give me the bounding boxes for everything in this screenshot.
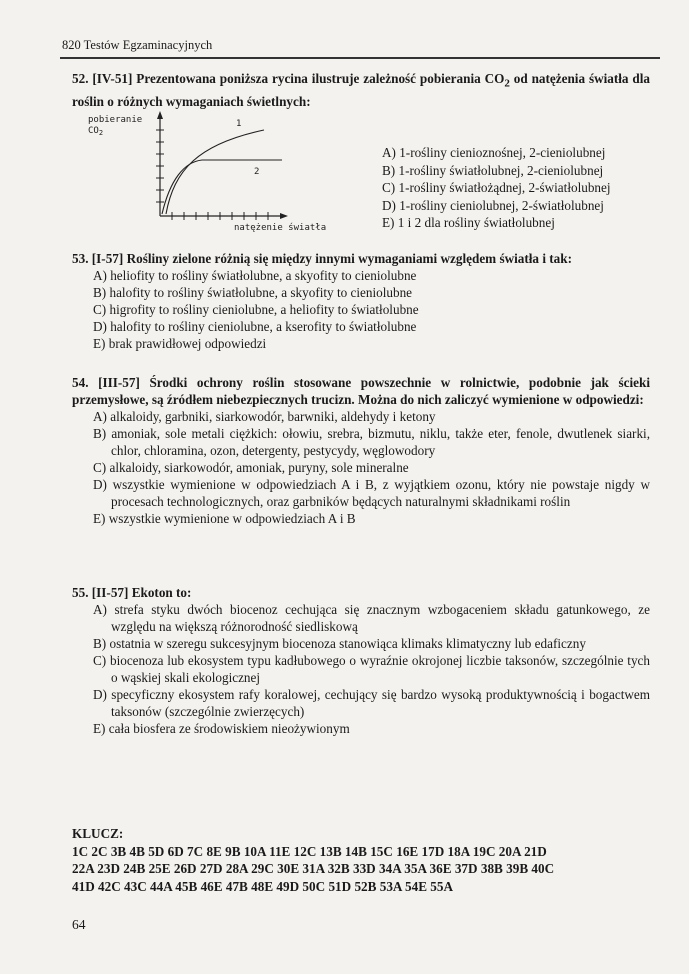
question-55-option-e: E) cała biosfera ze środowiskiem nieożywionym [93,721,350,736]
question-54-option-a: A) alkaloidy, garbniki, siarkowodór, barwniki, aldehydy i ketony [93,409,436,424]
question-54-option-b: B) amoniak, sole metali ciężkich: ołowiu, srebra, bizmutu, niklu, także eter, fenole, dwutlenek siarki, chlor, chloramina, ozon, detergenty, pestycydy, węglowodory [93,426,650,458]
question-52 [72,70,650,110]
question-53-option-b: B) halofity to rośliny światłolubne, a skyofity to cieniolubne [93,285,413,300]
question-54-title: 54. [III-57] Środki ochrony roślin stosowane powszechnie w rolnictwie, podobnie jak ścieki przemysłowe, są źródłem niebezpiecznych trucizn. Można do nich zaliczyć wymienione w odpowiedzi: [72,375,650,407]
question-53-title: 53. [I-57] Rośliny zielone różnią się między innymi wymaganiami względem światła i tak: [72,251,572,266]
question-55-option-b: B) ostatnia w szeregu sukcesyjnym biocenoza stanowiąca klimaks klimatyczny lub edaficzny [93,636,586,651]
question-55 [72,584,650,737]
graph-curve-2-label: 2 [254,167,260,177]
answer-key-line-2: 22A 23D 24B 25E 26D 27D 28A 29C 30E 31A 32B 33D 34A 35A 36E 37D 38B 39B 40C [72,861,555,876]
question-53 [72,250,650,352]
question-54 [72,374,650,527]
graph-ylabel-line2: $CO_2$ [88,126,104,137]
question-52-option-c: C) 1-rośliny światłożądnej, 2-światłolubnej [382,180,611,195]
graph-curve-1-label: 1 [236,119,242,129]
page-number: 64 [72,917,86,932]
graph-y-arrow [157,111,163,119]
answer-key [72,825,662,895]
question-54-option-d: D) wszystkie wymienione w odpowiedziach A i B, z wyjątkiem ozonu, który nie powstaje nigdy w procesach technologicznych, oraz garbników będących naturalnymi składnikami roślin [93,477,650,509]
question-52-title [72,70,650,110]
question-53-option-d: D) halofity to rośliny cieniolubne, a kserofity to światłolubne [93,319,417,334]
question-54-option-c: C) alkaloidy, siarkowodór, amoniak, puryny, sole mineralne [93,460,409,475]
co2-uptake-graph [88,110,358,240]
answer-key-heading: KLUCZ: [72,826,124,841]
answer-key-line-1: 1C 2C 3B 4B 5D 6D 7C 8E 9B 10A 11E 12C 13B 14B 15C 16E 17D 18A 19C 20A 21D [72,843,547,859]
graph-xlabel: natężenie światła [234,223,327,233]
question-55-title: 55. [II-57] Ekoton to: [72,585,192,600]
answer-key-line-3: 41D 42C 43C 44A 45B 46E 47B 48E 49D 50C 51D 52B 53A 54E 55A [72,878,454,894]
header-rule [60,57,660,59]
question-52-title-subscript: 2 [504,77,510,90]
question-53-option-c: C) higrofity to rośliny cieniolubne, a heliofity to światłolubne [93,302,419,317]
question-52-option-d: D) 1-rośliny cieniolubnej, 2-światłolubnej [382,197,604,213]
question-52-option-e: E) 1 i 2 dla rośliny światłolubnej [382,215,555,230]
graph-ylabel-line1: pobieranie [88,115,143,125]
question-52-option-b: B) 1-rośliny światłolubnej, 2-cieniolubnej [382,162,604,178]
question-55-option-d: D) specyficzny ekosystem rafy koralowej, cechujący się bardzo wysoką produktywnością i bogactwem taksonów (szczególnie zwierzęcych) [93,687,650,719]
question-54-option-e: E) wszystkie wymienione w odpowiedziach A i B [93,511,356,526]
question-53-option-e: E) brak prawidłowej odpowiedzi [93,336,267,351]
question-55-option-c: C) biocenoza lub ekosystem typu kadłubowego o wyraźnie okrojonej liczbie taksonów, szczególnie tych o wąskiej skali ekologicznej [93,653,650,685]
question-52-options [382,144,611,232]
graph-curve-2 [162,160,282,214]
graph-ticks [156,130,268,220]
question-53-option-a: A) heliofity to rośliny światłolubne, a skyofity to cieniolubne [93,268,417,283]
question-52-option-a: A) 1-rośliny cienioznośnej, 2-cieniolubnej [382,145,606,160]
question-54-options [72,408,650,527]
question-53-options [72,267,650,352]
question-55-option-a: A) strefa styku dwóch biocenoz cechująca się znacznym wzbogaceniem składu gatunkowego, ze względu na większą różnorodność siedliskową [93,602,650,634]
question-55-options [72,601,650,737]
question-52-title-prefix: 52. [IV-51] Prezentowana poniższa rycina ilustruje zależność pobierania CO [72,71,505,86]
graph-x-arrow [280,213,288,219]
question-52-title-suffix: od natężenia światła dla roślin o różnych wymaganiach świetlnych: [72,71,650,109]
running-title: 820 Testów Egzaminacyjnych [62,38,213,52]
